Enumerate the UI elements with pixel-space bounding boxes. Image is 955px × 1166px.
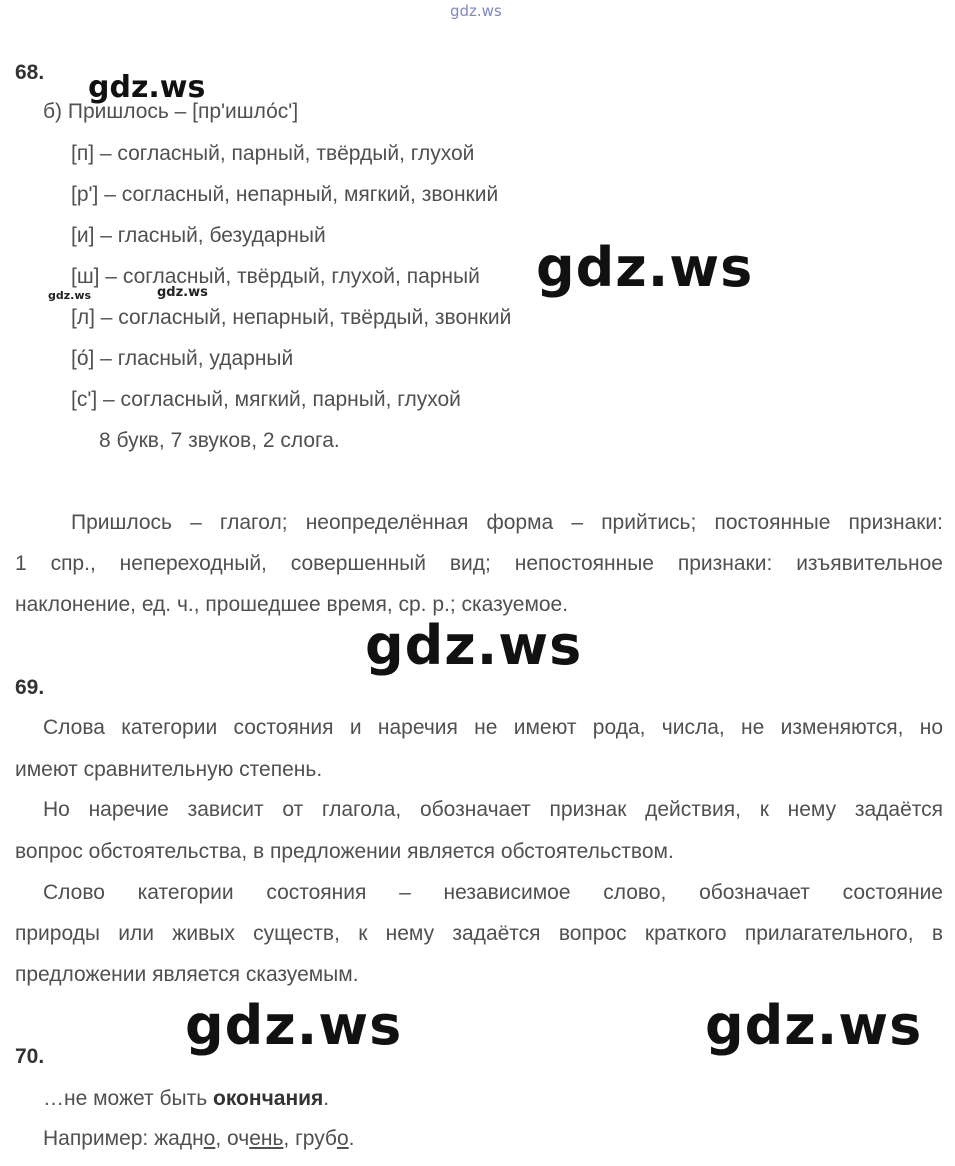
paragraph-line: 1 спр., непереходный, совершенный вид; непостоянные признаки: изъявительное [15,552,943,575]
separator: , [215,1127,228,1150]
watermark-5: gdz.ws [705,994,923,1057]
word-suffix: о [336,1127,349,1150]
sound-line: [ш] – согласный, твёрдый, глухой, парный [71,265,480,288]
paragraph-line: наклонение, ед. ч., прошедшее время, ср. р.; сказуемое. [15,593,569,616]
bold-term: окончания [213,1087,324,1110]
example-label: Например: [43,1127,155,1150]
sound-line: [о́] – гласный, ударный [71,347,294,370]
paragraph-line: Слово категории состояния – независимое слово, обозначает состояние [43,881,943,904]
line-punct: . [323,1087,330,1110]
word-suffix: о [203,1127,216,1150]
sound-line: [л] – согласный, непарный, твёрдый, звонкий [71,306,512,329]
word-suffix: ень [249,1127,284,1150]
exercise-68-number: 68. [15,61,45,84]
paragraph-line: Слова категории состояния и наречия не имеют рода, числа, не изменяются, но [43,716,943,739]
watermark-small-1: gdz.ws [48,289,92,302]
separator: , [283,1127,296,1150]
paragraph-line: Но наречие зависит от глагола, обозначает признак действия, к нему задаётся [43,798,943,821]
paragraph-line: имеют сравнительную степень. [15,758,323,781]
example-word [227,1127,283,1150]
sound-line: [р'] – согласный, непарный, мягкий, звонкий [71,183,499,206]
paragraph-line: природы или живых существ, к нему задаётся вопрос краткого прилагательного, в [15,922,943,945]
example-word [295,1127,349,1150]
watermark-4: gdz.ws [185,994,403,1057]
exercise-69-number: 69. [15,676,45,699]
line-text: …не может быть [43,1087,213,1110]
watermark-3: gdz.ws [365,614,583,677]
sound-line: [и] – гласный, безударный [71,224,326,247]
word-stem: жадн [154,1127,204,1150]
watermark-2: gdz.ws [536,236,754,299]
exercise-70-line1 [43,1087,329,1111]
word-stem: оч [227,1127,250,1150]
paragraph-line: предложении является сказуемым. [15,963,359,986]
exercise-70-examples [43,1127,355,1151]
exercise-68-summary: 8 букв, 7 звуков, 2 слога. [99,429,340,452]
paragraph-line: Пришлось – глагол; неопределённая форма – прийтись; постоянные признаки: [71,511,943,534]
watermark-top: gdz.ws [450,2,502,20]
exercise-68-heading: б) Пришлось – [пр'ишло́с'] [43,100,299,123]
exercise-70-number: 70. [15,1045,45,1068]
paragraph-line: вопрос обстоятельства, в предложении является обстоятельством. [15,840,674,863]
sound-line: [п] – согласный, парный, твёрдый, глухой [71,142,475,165]
sound-line: [с'] – согласный, мягкий, парный, глухой [71,388,461,411]
watermark-1: gdz.ws [88,70,206,105]
example-word [154,1127,215,1150]
separator: . [348,1127,355,1150]
watermark-small-2: gdz.ws [157,285,208,300]
word-stem: груб [295,1127,337,1150]
